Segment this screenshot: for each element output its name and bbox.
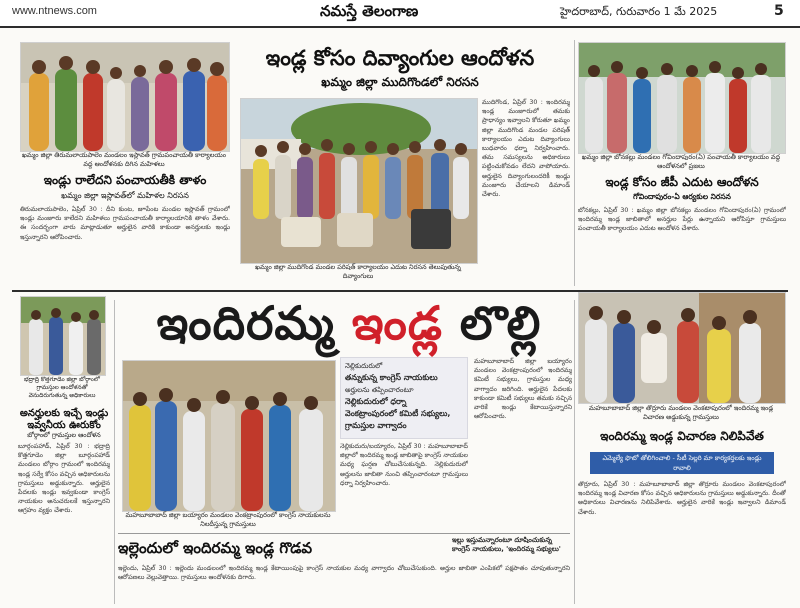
photo-image bbox=[241, 99, 477, 263]
banner-part1: ఇందిరమ్మ bbox=[156, 296, 352, 350]
article-body: మహబూబాబాద్ జిల్లా బయ్యారం మండలం వెంకట్రాంపురంలో ఇందిరమ్మ కమిటీ సభ్యులు, గ్రామస్తుల మధ్య వాగ్వాదం జరిగింది. అర్హులైన పేదలకు కాకుండా కమిటీ సభ్యులు తమకు నచ్చిన వారికే ఇండ్లు కేటాయిస్తున్నారని ఆరోపించారు. bbox=[474, 358, 572, 421]
photo-image bbox=[21, 297, 105, 375]
headline: అనర్హులకు ఇచ్చే ఇండ్లు ఇవ్వనీయ ఊరుకోం bbox=[19, 408, 109, 431]
column-divider bbox=[574, 300, 575, 604]
page-header bbox=[0, 0, 800, 28]
article-body: ముదిగొండ, ఏప్రిల్ 30 : ఇందిరమ్మ ఇండ్ల మంజూరులో తమకు ప్రాధాన్యం ఇవ్వాలని కోరుతూ ఖమ్మం జిల్లా ముదిగొండ మండల పరిషత్ కార్యాలయం ఎదుట దివ్యాంగులు బుధవారం ధర్నా నిర్వహించారు. తమ సమస్యలను అధికారులు పట్టించుకోవడం లేదని వాపోయారు. అర్హులైన దివ్యాంగులందరికీ ఇండ్లు మంజూరు చేయాలని డిమాండ్ చేశారు. bbox=[482, 99, 570, 199]
article-body: బోనకల్లు, ఏప్రిల్ 30 : ఖమ్మం జిల్లా బోనకల్లు మండలం గోవిందాపురం(ఏ) గ్రామంలో ఇందిరమ్మ ఇండ్ల జాబితాలో అనర్హుల పేర్లు ఉన్నాయని ఆరోపిస్తూ గ్రామస్తులు పంచాయతీ కార్యాలయం ఎదుట ఆందోళన చేశారు. bbox=[578, 207, 786, 233]
photo-caption: మహబూబాబాద్ జిల్లా తొర్రూరు మండలం వెంకటాపురంలో ఇందిరమ్మ ఇండ్ల విచారణ అడ్డుకున్న గ్రామస్తులు bbox=[588, 404, 774, 421]
headline: ఇండ్ల కోసం జీపీ ఎదుట ఆందోళన bbox=[605, 175, 759, 189]
photo-women-protest bbox=[20, 42, 230, 152]
kicker-line: నెల్లికుదురులో ధర్నా bbox=[345, 397, 407, 406]
kicker-box bbox=[340, 357, 468, 439]
headline: ఇందిరమ్మ ఇండ్ల విచారణ నిలిపివేత bbox=[600, 429, 764, 443]
kicker-line: వెంకట్రాంపురంలో కమిటీ సభ్యులు, bbox=[345, 409, 451, 418]
photo-caption: ఖమ్మం జిల్లా ముదిగొండ మండల పరిషత్ కార్యాలయం ఎదుట నిరసన తెలుపుతున్న దివ్యాంగులు bbox=[255, 263, 461, 280]
main-subheadline: ఖమ్మం జిల్లా ముదిగొండలో నిరసన bbox=[321, 75, 479, 89]
article-body: ఇల్లెందు, ఏప్రిల్ 30 : ఇల్లెందు మండలంలో ఇందిరమ్మ ఇండ్ల కేటాయింపుపై కాంగ్రెస్ నాయకుల మధ్య వాగ్వాదం చోటుచేసుకుంది. అర్హుల జాబితా ఎంపికలో పక్షపాతం చూపుతున్నారని ఆరోపణలు వెల్లువెత్తాయి. గ్రామస్తులు ఆందోళనకు దిగారు. bbox=[118, 565, 570, 582]
photo-image bbox=[21, 43, 229, 151]
banner-headline bbox=[126, 296, 572, 350]
tag-box bbox=[590, 452, 774, 474]
photo-gp-protest bbox=[578, 42, 786, 154]
photo-disabled-protest bbox=[240, 98, 478, 264]
section-divider bbox=[118, 533, 570, 534]
photo-caption: ఖమ్మం జిల్లా బోనకల్లు మండలం గోవిందాపురం(ఏ) పంచాయతీ కార్యాలయం వద్ద ఆందోళనలో ప్రజలు bbox=[581, 153, 781, 170]
photo-torrur bbox=[578, 292, 786, 404]
photo-caption: భద్రాద్రి కొత్తగూడెం జిల్లా బోర్గాంలో గ్రామస్తుల ఆందోళనతో వెనుదిరుగుతున్న అధికారులు bbox=[24, 376, 100, 399]
headline: ఇల్లెందులో ఇందిరమ్మ ఇండ్ల గొడవ bbox=[118, 539, 313, 557]
subheadline: గోవిందాపురం-ఏ ఆర్యకుల నిరసన bbox=[633, 192, 731, 201]
article-body: తొర్రూరు, ఏప్రిల్ 30 : మహబూబాబాద్ జిల్లా తొర్రూరు మండలం వెంకటాపురంలో ఇందిరమ్మ ఇండ్ల విచారణ కోసం వచ్చిన అధికారులను గ్రామస్తులు అడ్డుకున్నారు. దీంతో అధికారులు విచారణను నిలిపివేశారు. అర్హులైన వారికే ఇండ్లు ఇవ్వాలని డిమాండ్ చేశారు. bbox=[578, 481, 786, 516]
photo-venkatrampuram bbox=[122, 360, 336, 512]
issue-date: హైదరాబాద్, గురువారం 1 మే 2025 bbox=[560, 5, 718, 18]
photo-borgam bbox=[20, 296, 106, 376]
article-body: బూర్గంపహాడ్, ఏప్రిల్ 30 : భద్రాద్రి కొత్తగూడెం జిల్లా బూర్గంపహాడ్ మండలం బోర్గాం గ్రామంలో ఇందిరమ్మ ఇండ్ల సర్వే కోసం వచ్చిన అధికారులను గ్రామస్తులు అడ్డుకున్నారు. అర్హులైన పేదలకు ఇండ్లు ఇవ్వకుండా కాంగ్రెస్ నాయకుల అనుచరులకే ఇస్తున్నారని ఆగ్రహం వ్యక్తం చేశారు. bbox=[18, 443, 110, 515]
main-headline: ఇండ్ల కోసం దివ్యాంగుల ఆందోళన bbox=[265, 46, 535, 70]
headline: ఇండ్లు రాలేదని పంచాయతీకి తాళం bbox=[43, 173, 207, 187]
column-divider bbox=[574, 40, 575, 286]
photo-caption: మహబూబాబాద్ జిల్లా బయ్యారం మండలం వెంకట్రాంపురంలో కాంగ్రెస్ నాయకులను నిలదీస్తున్న గ్రామస్తులు bbox=[125, 511, 331, 528]
article-body: తిరుమలాయపాలెం, ఏప్రిల్ 30 : దీని కుంట, జూపేంట మండల ఇస్లావత్ గ్రామంలో ఇండ్లు మంజూరు కాలేదని మహిళలు గ్రామపంచాయతీ కార్యాలయానికి తాళం వేశారు. ఈ సందర్భంగా వారు మాట్లాడుతూ అర్హులైన వారికి కాకుండా అనర్హులకు ఇండ్లు ఇస్తున్నారని ఆరోపించారు. bbox=[20, 206, 230, 241]
column-divider bbox=[114, 300, 115, 604]
photo-image bbox=[123, 361, 335, 511]
banner-part3: లొల్లి bbox=[442, 296, 542, 350]
kicker-line: అర్హులను తప్పించారంటూ bbox=[345, 386, 414, 394]
banner-part2: ఇండ్ల bbox=[351, 296, 443, 350]
photo-image bbox=[579, 43, 785, 153]
kicker-text: ఇల్లు ఇస్తుమన్నారంటూ దూషించుకున్న కాంగ్రెస్ నాయకులు, 'ఇందిరమ్మ సభ్యులు' bbox=[452, 536, 561, 553]
subheadline: బోర్గాంలో గ్రామస్తుల ఆందోళన bbox=[27, 431, 101, 439]
kicker-line: తన్నుకున్న కాంగ్రెస్ నాయకులు bbox=[345, 373, 438, 382]
tag-text: ఎమ్మెల్యే ఫొటో తోలిగించాలి - సీటీ సెల్లరి మా కార్యకర్తలకు ఇండ్లు రావాలి bbox=[602, 454, 762, 472]
subheadline: ఖమ్మం జిల్లా ఇస్లావత్‌లో మహిళల నిరసన bbox=[61, 191, 189, 200]
kicker-box bbox=[452, 536, 570, 562]
photo-caption: ఖమ్మం జిల్లా తిరుమలాయపాలెం మండలం ఇస్లావత్ గ్రామపంచాయతీ కార్యాలయం వద్ద ఆందోళనకు దిగిన మహిళలు bbox=[21, 151, 227, 168]
page-number: 5 bbox=[774, 3, 784, 19]
photo-image bbox=[579, 293, 785, 403]
masthead: నమస్తే తెలంగాణ bbox=[320, 2, 419, 20]
kicker-line: నెల్లికుదురులో bbox=[345, 362, 383, 370]
kicker-line: గ్రామస్తుల వాగ్వాదం bbox=[345, 421, 407, 430]
site-url[interactable]: www.ntnews.com bbox=[12, 5, 97, 17]
article-body: నెల్లికుదురు/బయ్యారం, ఏప్రిల్ 30 : మహబూబాబాద్ జిల్లాలో ఇందిరమ్మ ఇండ్ల జాబితాపై కాంగ్రెస్ నాయకుల మధ్య ఘర్షణ చోటుచేసుకున్నది. నెల్లికుదురులో అర్హులను జాబితా నుంచి తప్పించారంటూ గ్రామస్తులు ధర్నా నిర్వహించారు. bbox=[340, 443, 468, 487]
